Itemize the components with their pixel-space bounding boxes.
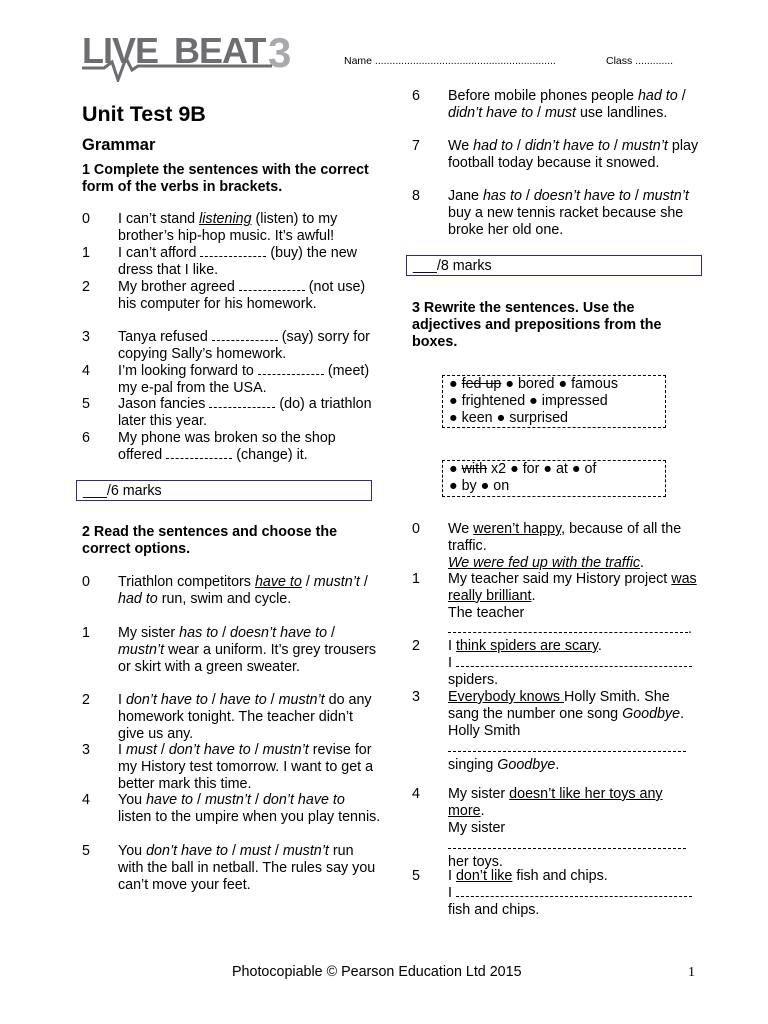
exercise-2-item: 5 You don’t have to / must / mustn’t run with the ball in netball. The rules say you can’t move your feet.: [82, 843, 376, 893]
section-heading: Grammar: [82, 136, 156, 154]
exercise-1-item: 0 I can’t stand listening (listen) to my brother’s hip-hop music. It’s awful!: [82, 211, 338, 244]
svg-text:LIVE: LIVE: [82, 30, 159, 71]
exercise-3-item: 1 My teacher said my History project was really brilliant. The teacher .: [412, 571, 697, 638]
exercise-1-item: 2 My brother agreed (not use) his computer for his homework.: [82, 279, 366, 312]
answer-blank[interactable]: [239, 290, 305, 291]
exercise-2-item: 6 Before mobile phones people had to / didn’t have to / must use landlines.: [412, 88, 686, 121]
page-number: 1: [688, 965, 695, 980]
exercise-3-instruction: 3 Rewrite the sentences. Use the adjectives and prepositions from the boxes.: [412, 300, 662, 350]
livebeat-logo: [82, 30, 300, 82]
exercise-3-item: 3 Everybody knows Holly Smith. She sang the number one song Goodbye. Holly Smith singing Goodbye.: [412, 689, 685, 774]
exercise-2-item: 2 I don’t have to / have to / mustn’t do any homework tonight. The teacher didn’t give us any.: [82, 692, 372, 742]
exercise-1-item: 3 Tanya refused (say) sorry for copying Sally’s homework.: [82, 329, 370, 362]
exercise-3-item: 2 I think spiders are scary. I spiders.: [412, 638, 702, 688]
exercise-2-item: 7 We had to / didn’t have to / mustn’t play football today because it snowed.: [412, 138, 699, 171]
answer-line[interactable]: [448, 836, 686, 849]
answer-blank[interactable]: [258, 374, 324, 375]
answer-blank[interactable]: [166, 458, 232, 459]
exercise-1-marks: ___/6 marks: [76, 480, 372, 501]
exercise-3-item: 4 My sister doesn’t like her toys any more. My sister her toys.: [412, 786, 702, 871]
svg-text:BEAT: BEAT: [174, 30, 266, 71]
answer-blank[interactable]: [212, 340, 278, 341]
exercise-3-item: 0 We weren’t happy, because of all the traffic. We were fed up with the traffic.: [412, 521, 682, 571]
exercise-2-item: 3 I must / don’t have to / mustn’t revise for my History test tomorrow. I want to get a better mark this time.: [82, 742, 374, 792]
exercise-2-item: 4 You have to / mustn’t / don’t have to listen to the umpire when you play tennis.: [82, 792, 381, 825]
exercise-2-item: 0 Triathlon competitors have to / mustn’t / had to run, swim and cycle.: [82, 574, 368, 607]
exercise-1-item: 1 I can’t afford (buy) the new dress that I like.: [82, 245, 357, 278]
name-field: Name ..............................................................: [344, 55, 556, 67]
exercise-2-item: 8 Jane has to / doesn’t have to / mustn’t buy a new tennis racket because she broke her old one.: [412, 188, 689, 238]
exercise-2-item: 1 My sister has to / doesn’t have to / mustn’t wear a uniform. It’s grey trousers or skirt with a green sweater.: [82, 625, 376, 675]
exercise-1-item: 6 My phone was broken so the shop offered (change) it.: [82, 430, 336, 463]
answer-line[interactable]: [456, 666, 692, 667]
exercise-3-item: 5 I don’t like fish and chips. I fish and chips.: [412, 868, 702, 918]
exercise-1-item: 5 Jason fancies (do) a triathlon later this year.: [82, 396, 372, 429]
exercise-1-item: 4 I’m looking forward to (meet) my e-pal from the USA.: [82, 363, 370, 396]
copyright-footer: Photocopiable © Pearson Education Ltd 2015: [232, 964, 522, 980]
exercise-2-instruction: 2 Read the sentences and choose the correct options.: [82, 524, 338, 557]
exercise-2-marks: ___/8 marks: [406, 255, 702, 276]
answer-line[interactable]: [456, 896, 692, 897]
class-field: Class .............: [606, 55, 674, 67]
answer-line[interactable]: [448, 739, 686, 752]
answer-line[interactable]: [448, 632, 688, 633]
answer-blank[interactable]: [200, 256, 266, 257]
prepositions-box: ● with x2 ● for ● at ● of ● by ● on: [442, 460, 666, 497]
answer-blank[interactable]: [209, 407, 275, 408]
exercise-1-instruction: 1 Complete the sentences with the correct form of the verbs in brackets.: [82, 162, 369, 195]
svg-text:3: 3: [268, 30, 292, 76]
page-title: Unit Test 9B: [82, 102, 206, 126]
adjectives-box: ● fed up ● bored ● famous ● frightened ● impressed ● keen ● surprised: [442, 375, 666, 428]
